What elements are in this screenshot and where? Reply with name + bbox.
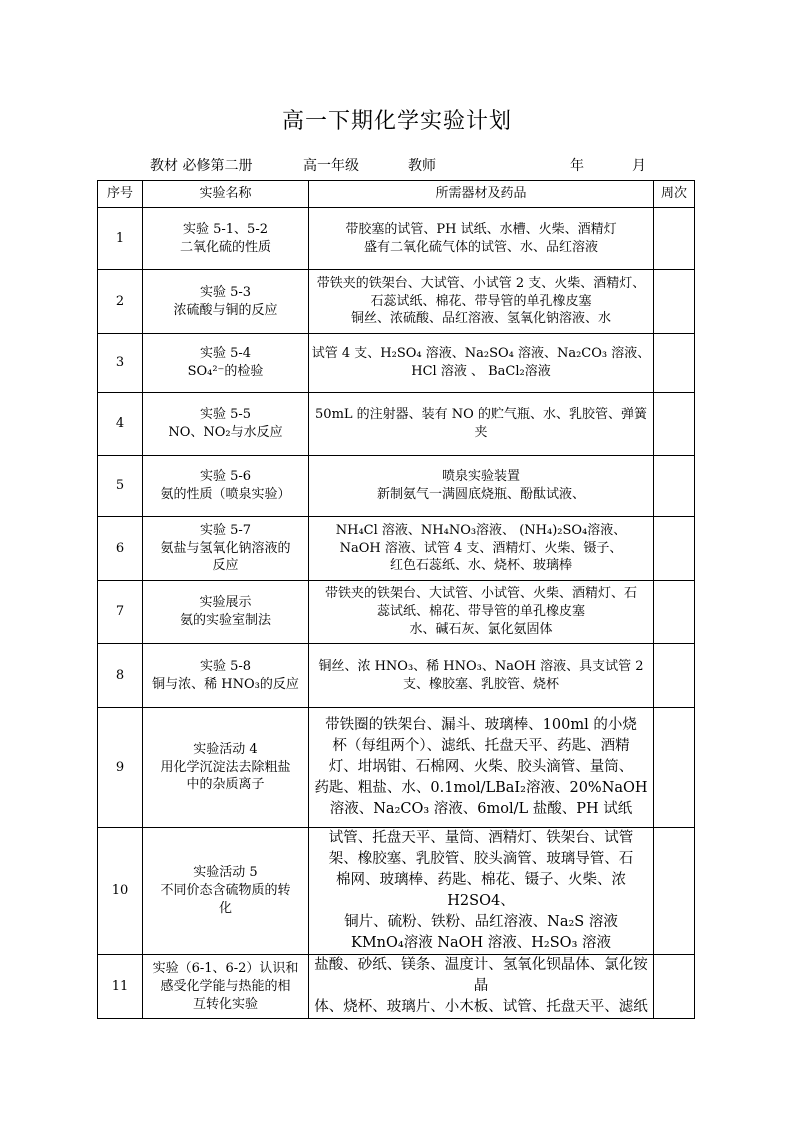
- experiment-name-cell: [143, 644, 309, 708]
- materials-line: HCl 溶液 、 BaCl₂溶液: [411, 364, 551, 379]
- experiment-name-line: 浓硫酸与铜的反应: [173, 302, 278, 318]
- materials-line: 铜片、硫粉、铁粉、品红溶液、Na₂S 溶液: [344, 914, 618, 931]
- materials-line: 水、碱石灰、氯化氨固体: [409, 621, 553, 637]
- table-header-row: [98, 181, 695, 208]
- materials-cell: [309, 456, 654, 517]
- materials-line: NaOH 溶液、试管 4 支、酒精灯、火柴、镊子、: [339, 540, 623, 556]
- table-row: [98, 581, 695, 644]
- experiment-name-line: 互转化实验: [192, 996, 258, 1012]
- teacher-label: 教师: [408, 158, 436, 174]
- materials-line: 溶液、Na₂CO₃ 溶液、6mol/L 盐酸、PH 试纸: [329, 801, 633, 818]
- week-cell[interactable]: [654, 456, 695, 517]
- month-label: 月: [632, 158, 646, 174]
- materials-cell: [309, 270, 654, 334]
- materials-line: KMnO₄溶液 NaOH 溶液、H₂SO₃ 溶液: [350, 935, 611, 952]
- materials-line: 灯、坩埚钳、石棉网、火柴、胶头滴管、量筒、: [328, 758, 634, 775]
- table-row: [98, 708, 695, 828]
- materials-line: 铜丝、浓硫酸、品红溶液、氢氧化钠溶液、水: [350, 311, 611, 327]
- experiment-name-cell: [143, 393, 309, 456]
- table-row: [98, 517, 695, 581]
- materials-line: 带铁夹的铁架台、大试管、小试管 2 支、火柴、酒精灯、: [316, 275, 646, 291]
- textbook-label: 教材 必修第二册: [150, 158, 253, 174]
- experiment-name-cell: [143, 334, 309, 393]
- week-cell[interactable]: [654, 270, 695, 334]
- materials-line: 蕊试纸、棉花、带导管的单孔橡皮塞: [376, 604, 585, 620]
- page-title: 高一下期化学实验计划: [281, 109, 512, 134]
- experiment-name-line: 氨盐与氢氧化钠溶液的: [160, 540, 291, 556]
- row-index: 9: [98, 708, 143, 828]
- materials-line: 架、橡胶塞、乳胶管、胶头滴管、玻璃导管、石: [328, 851, 634, 868]
- experiment-name-cell: [143, 581, 309, 644]
- experiment-name-line: 氨的性质（喷泉实验）: [160, 487, 291, 502]
- experiment-name-cell: [143, 708, 309, 828]
- materials-line: 试管、托盘天平、量筒、酒精灯、铁架台、试管: [328, 830, 634, 846]
- experiment-name-cell: [143, 270, 309, 334]
- table-row: [98, 393, 695, 456]
- year-label: 年: [570, 158, 584, 174]
- experiment-name-cell: [143, 517, 309, 581]
- experiment-name-cell: [143, 955, 309, 1019]
- materials-line: 带铁圈的铁架台、漏斗、玻璃棒、100ml 的小烧: [325, 716, 637, 733]
- experiment-name-line: 化: [218, 901, 232, 917]
- experiment-name-cell: [143, 456, 309, 517]
- table-row: [98, 208, 695, 270]
- row-index: 2: [98, 270, 143, 334]
- week-cell[interactable]: [654, 208, 695, 270]
- experiment-name-line: SO₄²⁻的检验: [187, 364, 264, 379]
- experiment-name-line: NO、NO₂与水反应: [168, 425, 283, 440]
- experiment-name-line: 二氧化硫的性质: [179, 239, 271, 255]
- experiment-name-line: 反应: [212, 558, 239, 574]
- week-cell[interactable]: [654, 644, 695, 708]
- materials-line: 棉网、玻璃棒、药匙、棉花、镊子、火柴、浓 H2SO4、: [336, 872, 626, 910]
- grade-label: 高一年级: [303, 158, 359, 174]
- week-cell[interactable]: [654, 828, 695, 955]
- header-week: 周次: [654, 181, 695, 208]
- table-row: [98, 644, 695, 708]
- table-row: [98, 270, 695, 334]
- materials-cell: [309, 708, 654, 828]
- experiment-name-line: 氨的实验室制法: [179, 613, 271, 628]
- row-index: 10: [98, 828, 143, 955]
- experiment-name-line: 实验 5-3: [199, 284, 252, 300]
- experiment-name-line: 铜与浓、稀 HNO₃的反应: [152, 676, 299, 692]
- materials-cell: [309, 393, 654, 456]
- materials-line: 红色石蕊纸、水、烧杯、玻璃棒: [389, 558, 572, 574]
- row-index: 6: [98, 517, 143, 581]
- materials-line: NH₄Cl 溶液、NH₄NO₃溶液、 (NH₄)₂SO₄溶液、: [335, 522, 627, 538]
- materials-line: 杯（每组两个）、滤纸、托盘天平、药匙、酒精: [332, 737, 630, 754]
- experiment-name-line: 实验 5-8: [199, 658, 252, 674]
- week-cell[interactable]: [654, 955, 695, 1019]
- document-meta: [0, 155, 794, 175]
- header-index: 序号: [98, 181, 143, 208]
- table-row: [98, 334, 695, 393]
- header-materials: 所需器材及药品: [309, 181, 654, 208]
- experiment-name-line: 感受化学能与热能的相: [160, 978, 291, 994]
- experiment-name-line: 实验 5-1、5-2: [182, 221, 268, 237]
- materials-line: 石蕊试纸、棉花、带导管的单孔橡皮塞: [370, 293, 592, 309]
- experiment-name-line: 用化学沉淀法去除粗盐: [160, 759, 291, 775]
- materials-cell: [309, 208, 654, 270]
- materials-cell: [309, 955, 654, 1019]
- materials-line: 带胶塞的试管、PH 试纸、水槽、火柴、酒精灯: [345, 221, 617, 237]
- materials-line: 50mL 的注射器、装有 NO 的贮气瓶、水、乳胶管、弹簧: [315, 407, 647, 423]
- row-index: 11: [98, 955, 143, 1019]
- week-cell[interactable]: [654, 581, 695, 644]
- row-index: 7: [98, 581, 143, 644]
- materials-line: 试管 4 支、H₂SO₄ 溶液、Na₂SO₄ 溶液、Na₂CO₃ 溶液、: [311, 346, 651, 362]
- experiment-name-line: 不同价态含硫物质的转: [160, 883, 291, 899]
- materials-cell: [309, 517, 654, 581]
- experiment-name-line: 实验 5-5: [199, 407, 252, 423]
- materials-line: 铜丝、浓 HNO₃、稀 HNO₃、NaOH 溶液、具支试管 2: [318, 658, 644, 674]
- experiment-name-line: 实验活动 4: [193, 741, 258, 757]
- experiment-name-line: 实验 5-4: [199, 346, 252, 362]
- materials-line: 带铁夹的铁架台、大试管、小试管、火柴、酒精灯、石: [324, 586, 637, 602]
- row-index: 4: [98, 393, 143, 456]
- experiment-name-line: 实验（6-1、6-2）认识和: [152, 960, 299, 976]
- materials-cell: [309, 581, 654, 644]
- experiment-plan-table: [97, 180, 695, 1019]
- experiment-name-line: 中的杂质离子: [186, 777, 265, 793]
- table-row: [98, 828, 695, 955]
- experiment-name-cell: [143, 208, 309, 270]
- materials-line: 盐酸、砂纸、镁条、温度计、氢氧化钡晶体、氯化铵晶: [314, 957, 648, 995]
- materials-line: 夹: [474, 425, 488, 440]
- row-index: 3: [98, 334, 143, 393]
- materials-line: 喷泉实验装置: [441, 469, 520, 485]
- experiment-name-line: 实验 5-7: [199, 522, 252, 538]
- materials-cell: [309, 644, 654, 708]
- header-name: 实验名称: [143, 181, 309, 208]
- row-index: 1: [98, 208, 143, 270]
- row-index: 8: [98, 644, 143, 708]
- experiment-name-cell: [143, 828, 309, 955]
- materials-line: 体、烧杯、玻璃片、小木板、试管、托盘天平、滤纸: [314, 999, 648, 1016]
- materials-line: 新制氨气一满圆底烧瓶、酚酞试液、: [376, 487, 585, 502]
- table-row: [98, 955, 695, 1019]
- materials-line: 支、橡胶塞、乳胶管、烧杯: [402, 676, 559, 692]
- materials-cell: [309, 334, 654, 393]
- week-cell[interactable]: [654, 708, 695, 828]
- materials-line: 盛有二氧化硫气体的试管、水、品红溶液: [363, 239, 598, 255]
- week-cell[interactable]: [654, 517, 695, 581]
- week-cell[interactable]: [654, 393, 695, 456]
- experiment-name-line: 实验展示: [199, 595, 252, 611]
- week-cell[interactable]: [654, 334, 695, 393]
- experiment-name-line: 实验活动 5: [193, 865, 258, 881]
- row-index: 5: [98, 456, 143, 517]
- materials-cell: [309, 828, 654, 955]
- experiment-name-line: 实验 5-6: [199, 469, 252, 485]
- table-row: [98, 456, 695, 517]
- materials-line: 药匙、粗盐、水、0.1mol/LBaI₂溶液、20%NaOH: [314, 780, 648, 796]
